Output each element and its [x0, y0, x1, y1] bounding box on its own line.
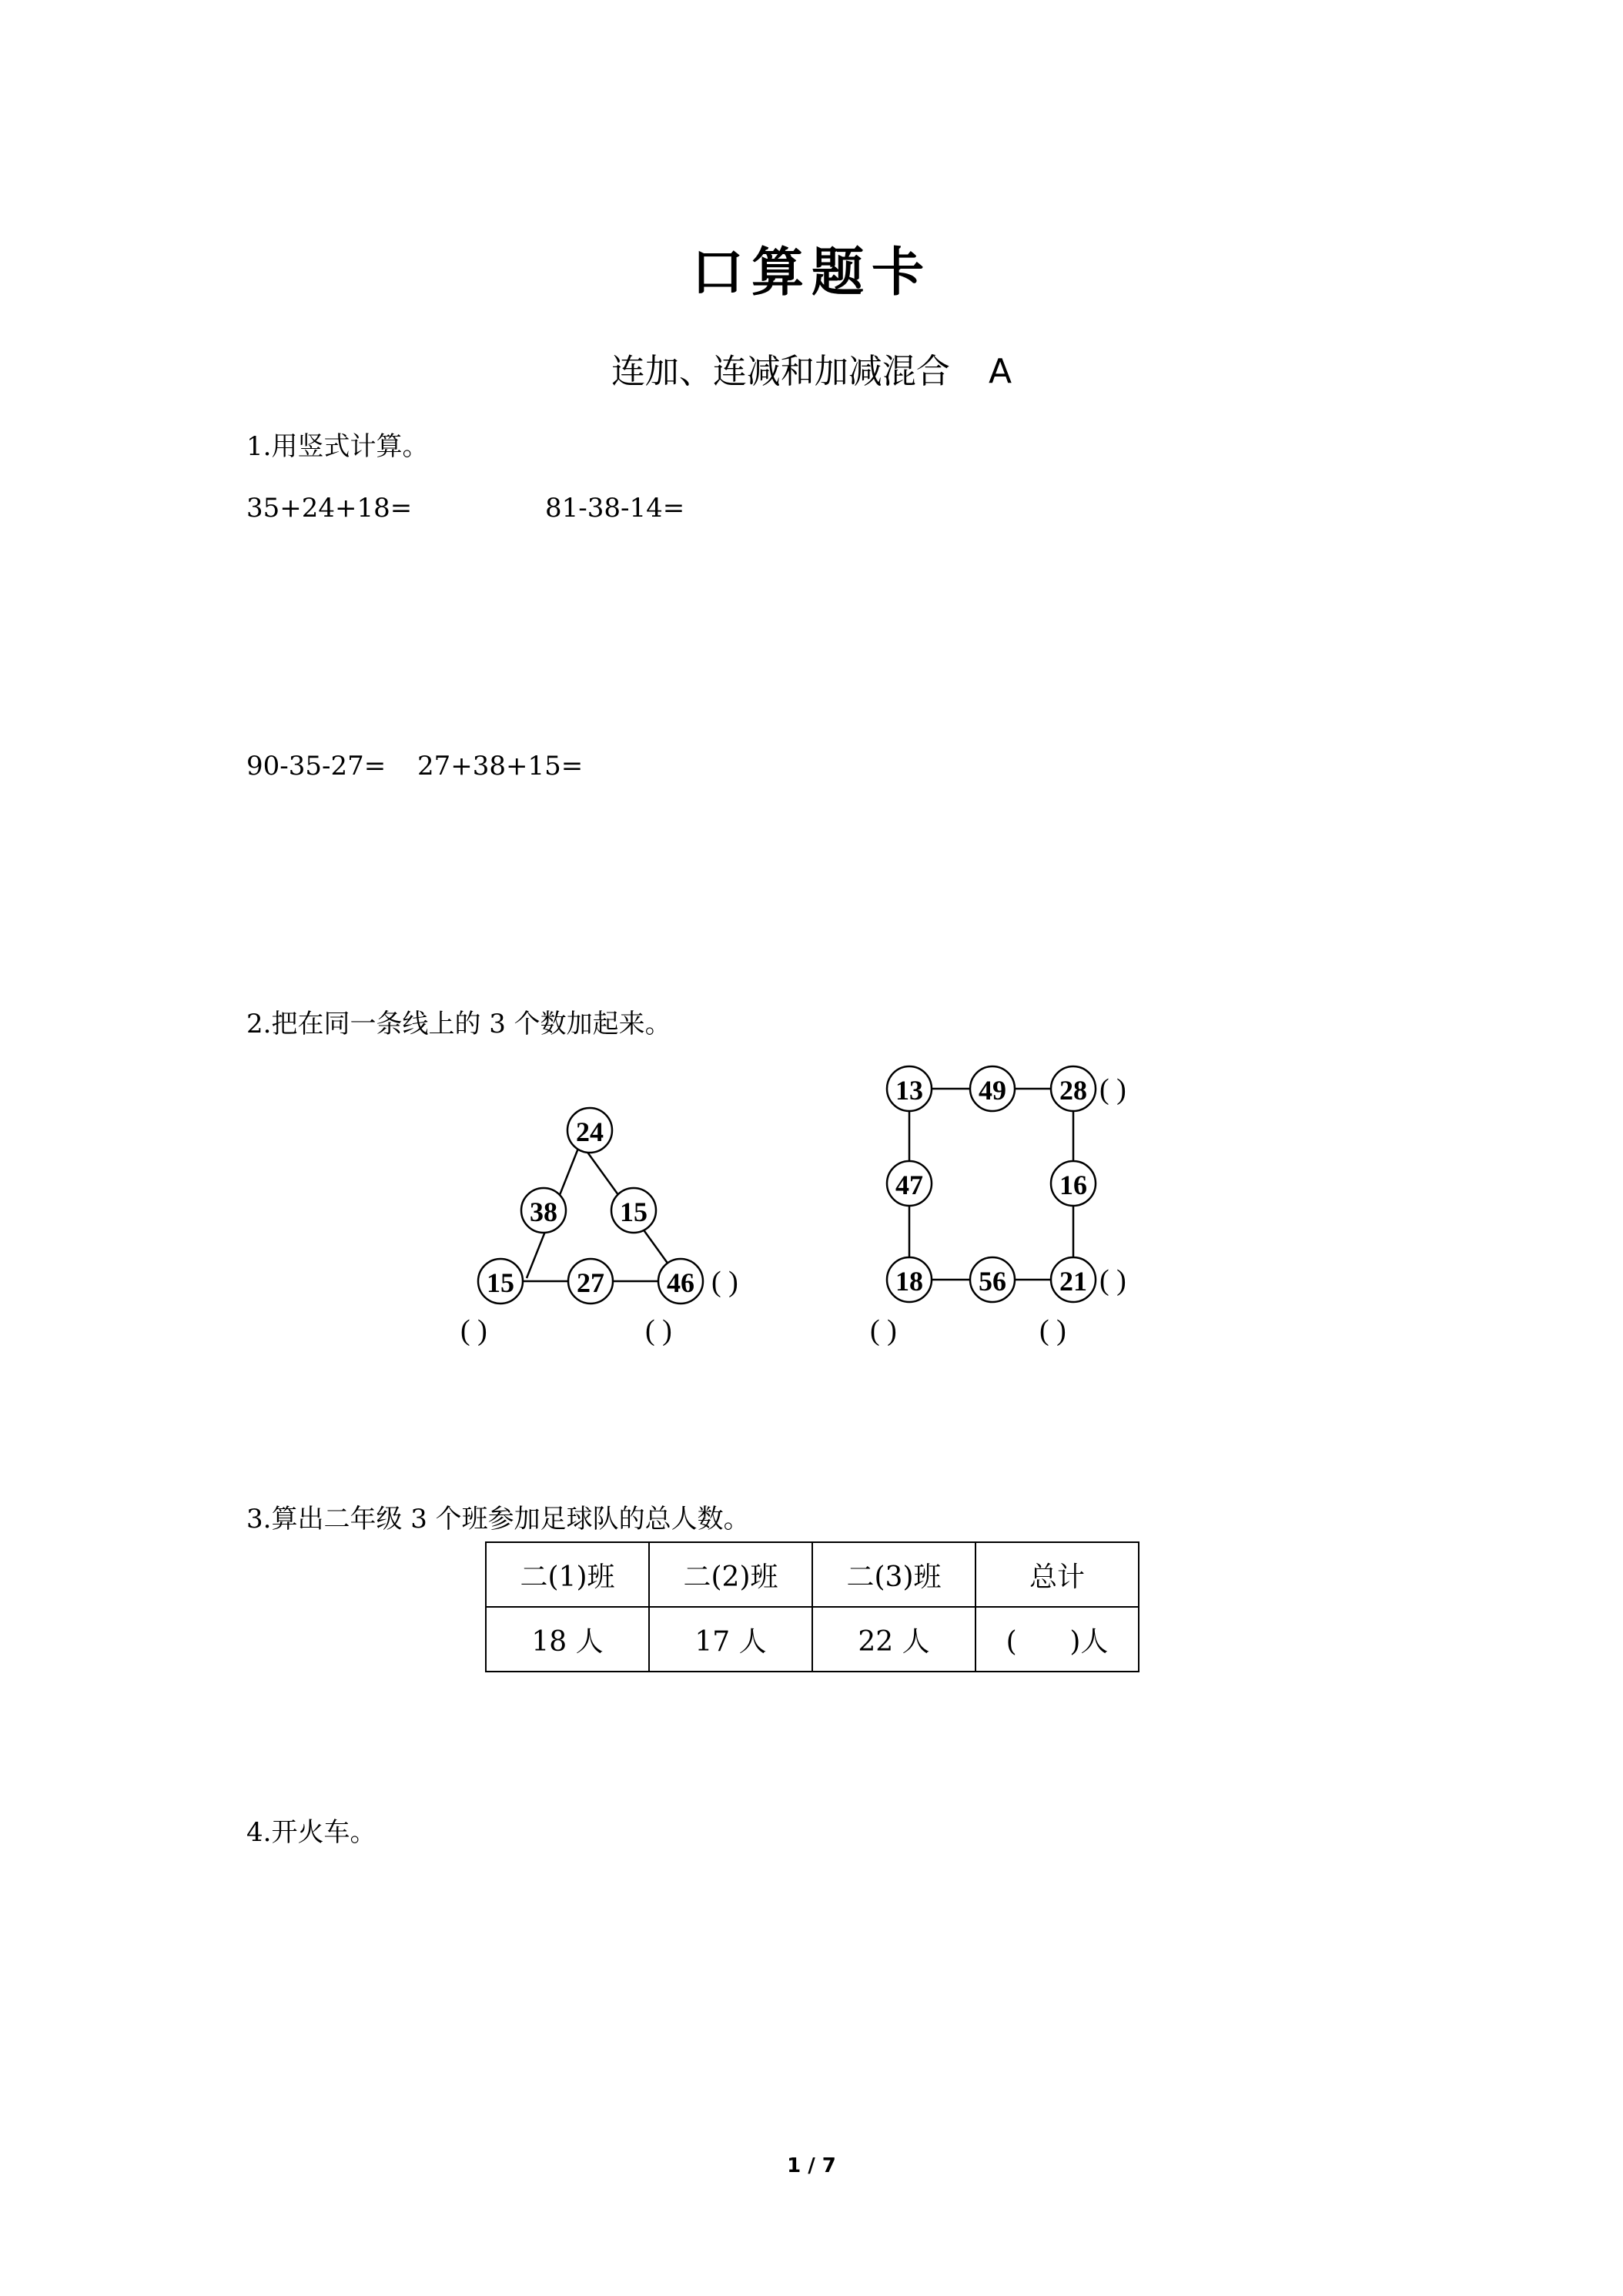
page-number: 1 / 7: [787, 2154, 836, 2177]
total-answer-cell[interactable]: ( )人: [975, 1607, 1139, 1672]
triangle-number-bottom-right: 46: [667, 1267, 694, 1298]
question-4-label: 4.开火车。: [246, 1817, 376, 1848]
subtitle-text: 连加、连减和加减混合: [611, 352, 950, 391]
triangle-number-left-mid: 38: [530, 1197, 557, 1227]
expression-4: 27+38+15=: [417, 751, 584, 782]
table-cell: 18 人: [486, 1607, 649, 1672]
expression-3: 90-35-27=: [246, 751, 387, 782]
square-number-top-right: 28: [1059, 1075, 1087, 1106]
square-number-top-left: 13: [895, 1075, 923, 1106]
square-number-bottom-mid: 56: [979, 1266, 1006, 1297]
table-row: [486, 1607, 1139, 1672]
table-cell: 17 人: [649, 1607, 812, 1672]
triangle-number-bottom-mid: 27: [577, 1267, 604, 1298]
square-number-bottom-left: 18: [895, 1266, 923, 1297]
question-2-label: 2.把在同一条线上的 3 个数加起来。: [246, 1009, 671, 1039]
answer-blank-triangle-left-side[interactable]: ( ): [460, 1314, 487, 1347]
square-number-mid-left: 47: [895, 1170, 923, 1200]
question-3-label: 3.算出二年级 3 个班参加足球队的总人数。: [246, 1504, 750, 1535]
answer-blank-square-left[interactable]: ( ): [870, 1314, 897, 1347]
table-header-cell: 二(3)班: [812, 1542, 975, 1607]
class-count-table: [485, 1541, 1139, 1672]
answer-blank-triangle-right[interactable]: ( ): [711, 1266, 738, 1298]
table-header-row: [486, 1542, 1139, 1607]
subtitle-tag: A: [988, 352, 1012, 391]
square-number-top-mid: 49: [979, 1075, 1006, 1106]
square-number-mid-right: 16: [1059, 1170, 1087, 1200]
answer-blank-square-top[interactable]: ( ): [1099, 1073, 1126, 1106]
triangle-number-bottom-left: 15: [487, 1267, 514, 1298]
expression-1: 35+24+18=: [246, 493, 413, 524]
question-1-label: 1.用竖式计算。: [246, 431, 429, 462]
table-cell: 22 人: [812, 1607, 975, 1672]
table-header-cell: 总计: [975, 1542, 1139, 1607]
answer-blank-square-right[interactable]: ( ): [1099, 1264, 1126, 1297]
triangle-number-right-mid: 15: [620, 1197, 648, 1227]
triangle-number-top: 24: [576, 1116, 604, 1147]
table-header-cell: 二(2)班: [649, 1542, 812, 1607]
page-title: 口算题卡: [691, 243, 932, 303]
answer-blank-square-bottom[interactable]: ( ): [1039, 1314, 1066, 1347]
table-header-cell: 二(1)班: [486, 1542, 649, 1607]
square-number-bottom-right: 21: [1059, 1266, 1087, 1297]
expression-2: 81-38-14=: [545, 493, 685, 524]
answer-blank-triangle-bottom[interactable]: ( ): [645, 1314, 672, 1347]
